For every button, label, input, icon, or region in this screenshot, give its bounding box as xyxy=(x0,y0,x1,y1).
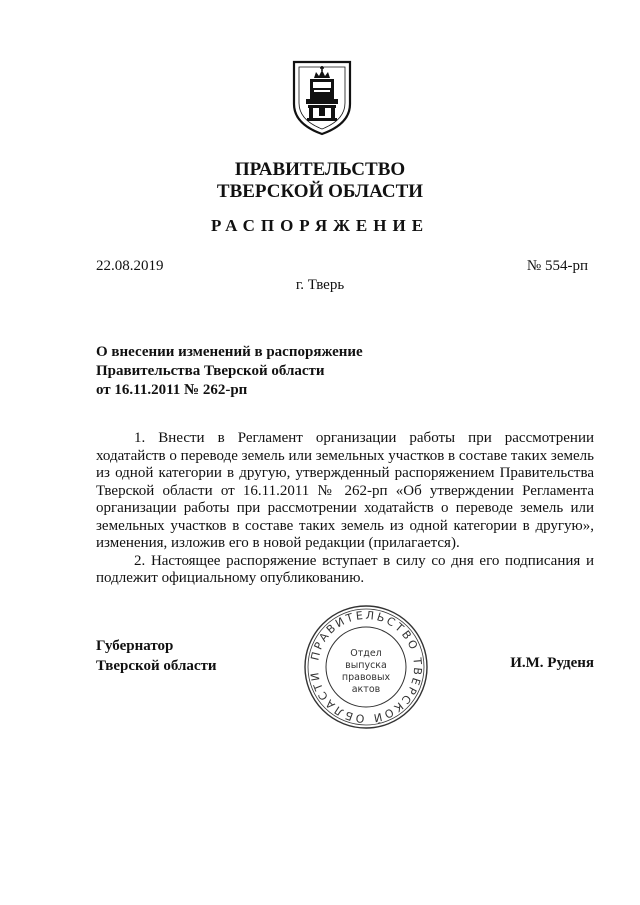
position-line: Губернатор xyxy=(96,638,174,654)
document-date: 22.08.2019 xyxy=(96,258,164,274)
stamp-line: выпуска xyxy=(345,660,387,671)
organization-name-line1: ПРАВИТЕЛЬСТВО xyxy=(234,159,406,180)
stamp-line: правовых xyxy=(341,672,391,683)
body-paragraph-2: 2. Настоящее распоряжение вступает в силу со дня его подписания и подлежит официальному опубликованию. xyxy=(96,552,594,586)
document-number: № 554-рп xyxy=(526,258,588,274)
stamp-ring-text: ПРАВИТЕЛЬСТВО ТВЕРСКОЙ ОБЛАСТИ xyxy=(307,608,425,726)
signatory-name: И.М. Руденя xyxy=(510,655,594,671)
document-type: РАСПОРЯЖЕНИЕ xyxy=(210,216,430,235)
position-line: Тверской области xyxy=(96,658,217,674)
document-body xyxy=(96,430,594,588)
body-paragraph-1: 1. Внести в Регламент организации работы при рассмотрении ходатайств о переводе земель или земельных участков в составе таких земель из одной категории в другую, утвержденный распоряжением Правительства Тверской области от 16.11.2011 № 262-рп «Об утверждении Регламента организации работы при рассмотрении ходатайств о переводе земель или земельных участков в составе таких земель из одной категории в другую», изменения, изложив его в новой редакции (прилагается). xyxy=(96,430,594,551)
subject-line: от 16.11.2011 № 262-рп xyxy=(96,382,248,398)
stamp-line: актов xyxy=(351,684,381,695)
stamp-line: Отдел xyxy=(350,648,382,659)
signatory-position xyxy=(96,636,217,676)
official-stamp xyxy=(302,603,430,731)
tver-coat-of-arms-icon xyxy=(290,58,354,138)
subject-line: Правительства Тверской области xyxy=(96,363,325,379)
document-subject xyxy=(96,343,363,400)
document-city: г. Тверь xyxy=(295,277,345,293)
organization-name-line2: ТВЕРСКОЙ ОБЛАСТИ xyxy=(216,181,424,202)
subject-line: О внесении изменений в распоряжение xyxy=(96,344,363,360)
